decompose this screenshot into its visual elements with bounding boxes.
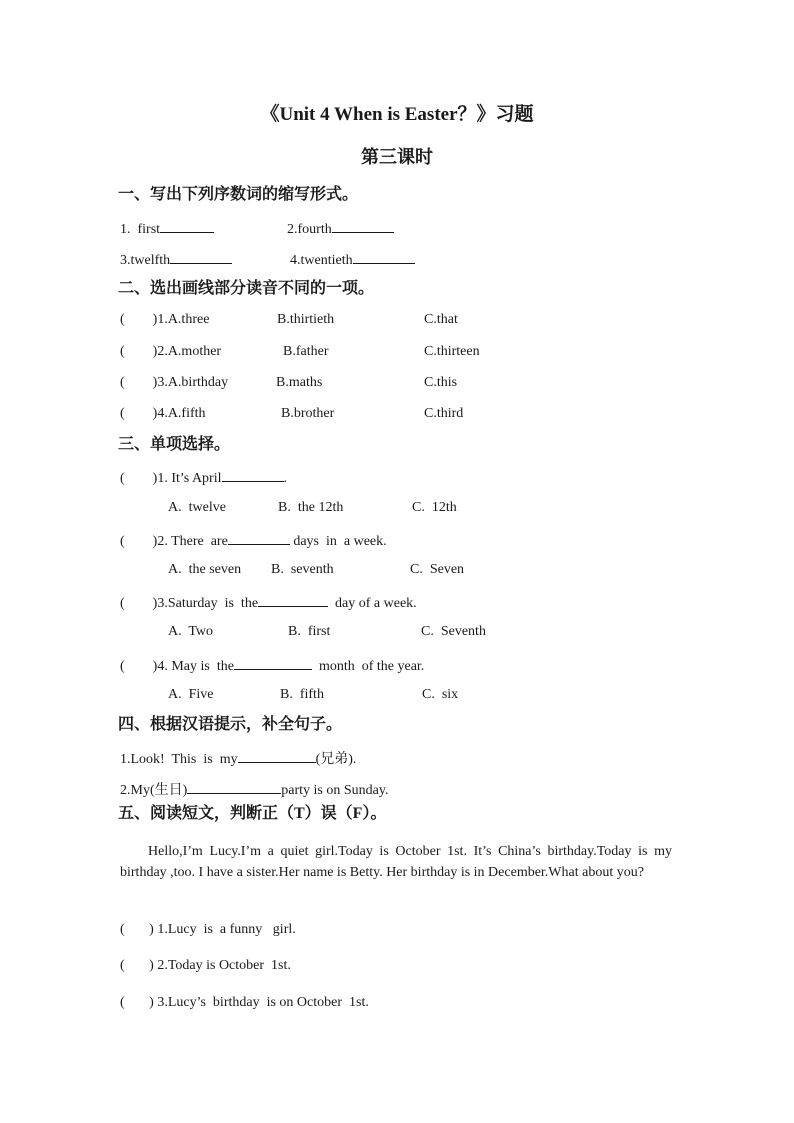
answer-blank[interactable]: [228, 530, 290, 545]
section-1-heading: 一、写出下列序数词的缩写形式。: [118, 186, 359, 203]
s4-q1: 1.Look! This is my (兄弟).: [120, 748, 356, 769]
section-2-heading: 二、选出画线部分读音不同的一项。: [118, 280, 375, 297]
s3-q3-option-c: C. Seventh: [421, 624, 486, 639]
s3-q3-option-a: A. Two: [168, 624, 214, 639]
s3-q4-option-a: A. Five: [168, 687, 214, 702]
answer-blank[interactable]: [170, 249, 232, 264]
s3-q2-option-a: A. the seven: [168, 562, 242, 577]
s3-q1-option-c: C. 12th: [412, 500, 457, 515]
s2-q4-option-b: B.brother: [281, 406, 335, 421]
answer-blank[interactable]: [160, 218, 214, 233]
s4-q2: 2.My(生日) party is on Sunday.: [120, 779, 388, 800]
s3-q3-stem: ( )3.Saturday is the day of a week.: [120, 592, 417, 613]
s2-q1-option-c: C.that: [424, 312, 458, 327]
s3-q4-option-c: C. six: [422, 687, 459, 702]
s2-q2-stem: ( )2.A.mother: [120, 344, 222, 359]
answer-blank[interactable]: [222, 467, 284, 482]
answer-blank[interactable]: [234, 655, 312, 670]
answer-blank[interactable]: [332, 218, 394, 233]
s3-q1-stem: ( )1. It’s April .: [120, 467, 287, 488]
s2-q1-option-b: B.thirtieth: [277, 312, 335, 327]
s5-q2: ( ) 2.Today is October 1st.: [120, 958, 291, 973]
section-5-heading: 五、阅读短文，判断正（T）误（F）。: [118, 805, 387, 822]
s3-q3-option-b: B. first: [288, 624, 331, 639]
s1-item-4: 4.twentieth: [290, 249, 415, 270]
s5-q3: ( ) 3.Lucy’s birthday is on October 1st.: [120, 995, 369, 1010]
answer-blank[interactable]: [238, 748, 316, 763]
s2-q2-option-c: C.thirteen: [424, 344, 480, 359]
section-3-heading: 三、单项选择。: [118, 436, 231, 453]
s2-q4-option-c: C.third: [424, 406, 464, 421]
reading-passage: Hello,I’m Lucy.I’m a quiet girl.Today is October 1st. It’s China’s birthday.Today is my birthday ,too. I have a sister.Her name is Betty. Her birthday is in December.What about you?: [120, 844, 672, 880]
answer-blank[interactable]: [353, 249, 415, 264]
answer-blank[interactable]: [258, 592, 328, 607]
s3-q4-option-b: B. fifth: [280, 687, 324, 702]
answer-blank[interactable]: [187, 779, 281, 794]
page-subtitle: 第三课时: [361, 147, 433, 167]
page-title: 《Unit 4 When is Easter？》习题: [260, 104, 534, 125]
s3-q1-option-b: B. the 12th: [278, 500, 344, 515]
s1-item-2: 2.fourth: [287, 218, 394, 239]
s2-q3-option-b: B.maths: [276, 375, 323, 390]
s3-q2-stem: ( )2. There are days in a week.: [120, 530, 387, 551]
s1-item-3: 3.twelfth: [120, 249, 232, 270]
s2-q3-stem: ( )3.A.birthday: [120, 375, 229, 390]
s2-q4-stem: ( )4.A.fifth: [120, 406, 206, 421]
s3-q2-option-c: C. Seven: [410, 562, 465, 577]
s2-q1-stem: ( )1.A.three: [120, 312, 210, 327]
s3-q4-stem: ( )4. May is the month of the year.: [120, 655, 424, 676]
s2-q2-option-b: B.father: [283, 344, 329, 359]
s2-q3-option-c: C.this: [424, 375, 458, 390]
s1-item-1: 1. first: [120, 218, 214, 239]
section-4-heading: 四、根据汉语提示，补全句子。: [118, 716, 343, 733]
s5-q1: ( ) 1.Lucy is a funny girl.: [120, 922, 296, 937]
s3-q2-option-b: B. seventh: [271, 562, 334, 577]
s3-q1-option-a: A. twelve: [168, 500, 226, 515]
